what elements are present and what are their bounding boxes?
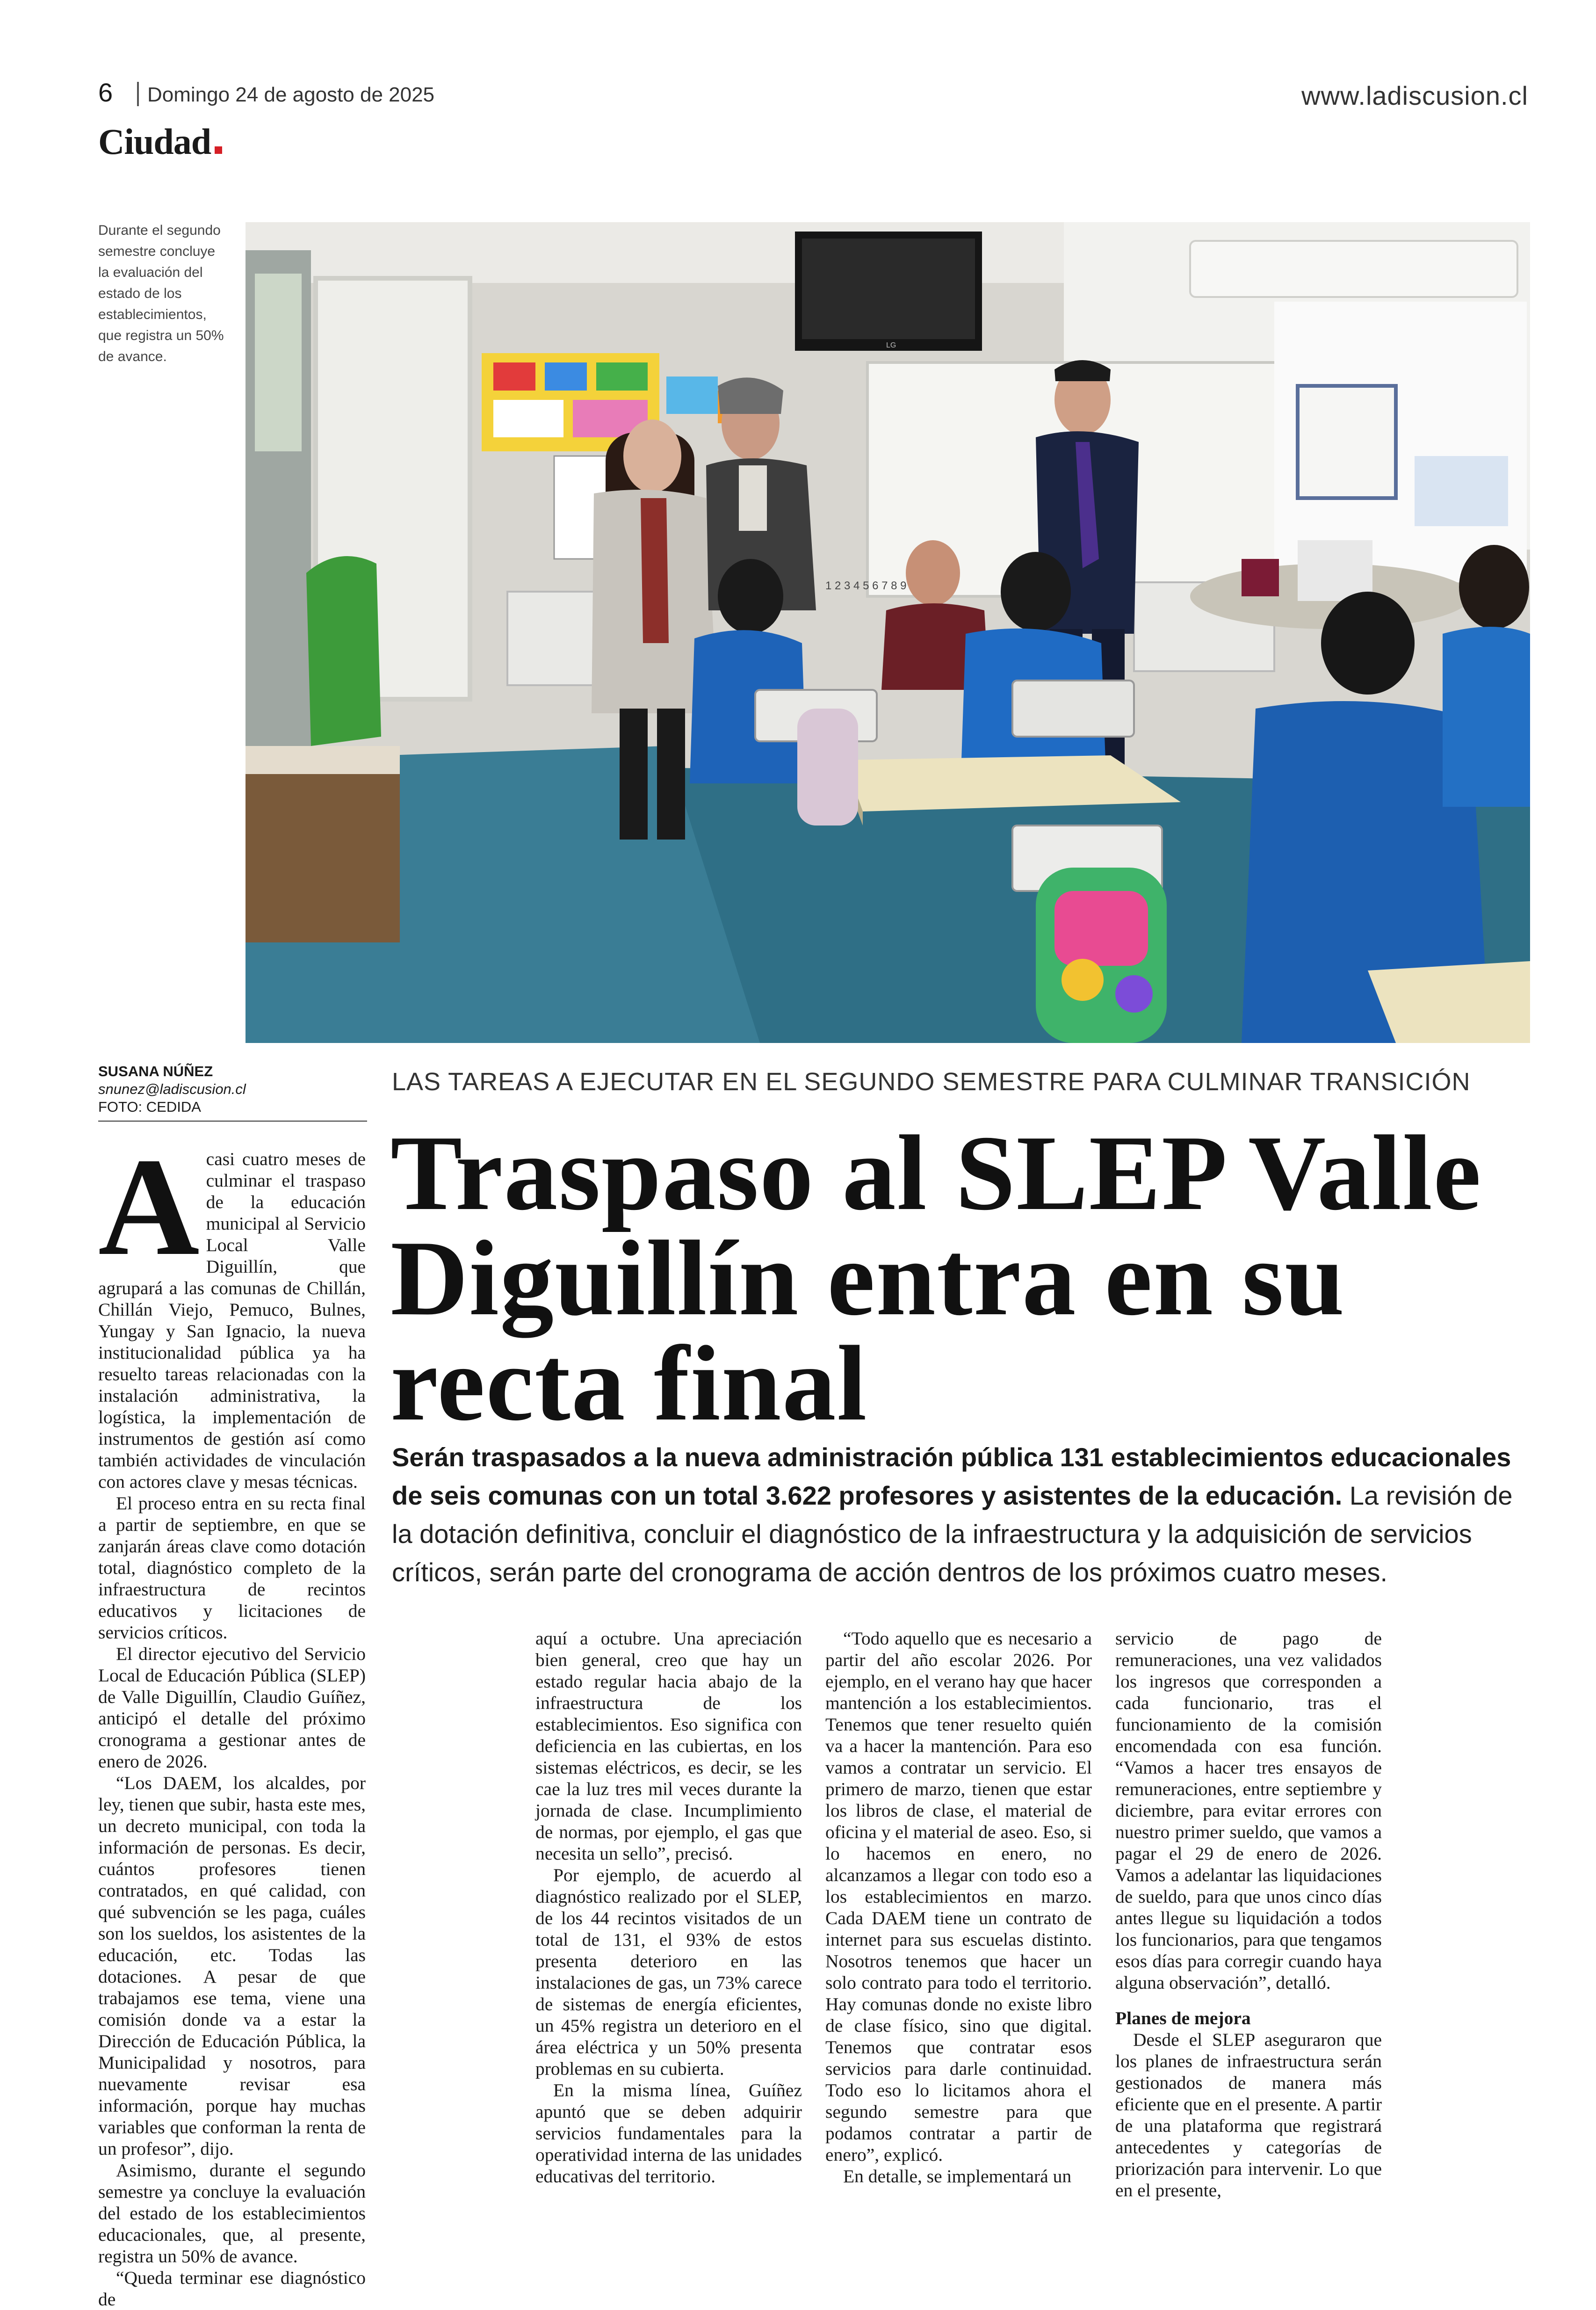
col1-p4: “Los DAEM, los alcaldes, por ley, tienen que subir, hasta este mes, un decreto municipal, con toda la información de personas. Es decir, cuántos profesores tienen contratados, en qué calidad, con qué subvención se les paga, cuáles son los sueldos, los asistentes de la educación, etc. Todas las dotaciones. A pesar de que trabajamos ese tema, viene una comisión donde va a estar la Dirección de Educación Pública, la Municipalidad y nosotros, para nuevamente revisar esa información, porque hay muchas variables que conforman la renta de un profesor”, dijo.	[98, 1773, 366, 2159]
byline	[98, 1063, 369, 1116]
col2-p3: En la misma línea, Guíñez apuntó que se deben adquirir servicios fundamentales para la operatividad interna de las unidades educativas del territorio.	[535, 2080, 802, 2187]
tv-brand-label: LG	[886, 341, 896, 349]
photo-number-strip: 1 2 3 4 5 6 7 8 9	[825, 579, 907, 592]
col3-p1: “Todo aquello que es necesario a partir del año escolar 2026. Por ejemplo, en el verano hay que hacer mantención a los establecimientos. Tenemos que tener resuelto quién va a hacer la mantención. Para eso vamos a contratar un servicio. El primero de marzo, tienen que estar los libros de clase, el material de oficina y el material de aseo. Eso, si lo hacemos en enero, no alcanzamos a llegar con todo eso a los establecimientos en marzo. Cada DAEM tiene un contrato de internet para sus escuelas distinto. Nosotros tenemos que hacer un solo contrato para todo el territorio. Hay comunas donde no existe libro de clase físico, sino que digital. Tenemos que contratar esos servicios para darle continuidad. Todo eso lo licitamos ahora el segundo semestre para que podamos contratar a partir de enero”, explicó.	[825, 1628, 1092, 2165]
body-column-2	[535, 1628, 802, 2187]
col2-p2: Por ejemplo, de acuerdo al diagnóstico realizado por el SLEP, de los 44 recintos visitados de un total de 131, el 93% de estos presenta deterioro en las instalaciones de gas, un 73% carece de sistemas de energía eficientes, un 45% registra un deterioro en el área eléctrica y un 50% presenta problemas en su cubierta.	[535, 1865, 802, 2079]
body-column-1	[98, 1129, 366, 2310]
issue-date: Domingo 24 de agosto de 2025	[147, 83, 435, 106]
section-dot-icon	[215, 146, 222, 154]
col1-p6: “Queda terminar ese diagnóstico de	[98, 2267, 366, 2310]
col1-p3: El director ejecutivo del Servicio Local de Educación Pública (SLEP) de Valle Diguillín, Claudio Guíñez, anticipó el detalle del próximo cronograma a gestionar antes de enero de 2026.	[98, 1644, 366, 1772]
section-title	[98, 121, 222, 163]
col1-p2: El proceso entra en su recta final a partir de septiembre, en que se zanjarán áreas clave como dotación total, diagnóstico completo de la infraestructura de recintos educativos y licitaciones de servicios críticos.	[98, 1493, 366, 1643]
lead-regular: La revisión de la dotación definitiva, concluir el diagnóstico de la infraestructura y la adquisición de servicios críticos, serán parte del cronograma de acción dentros de los próximos cuatro meses.	[392, 1481, 1513, 1587]
drop-cap: A	[98, 1129, 200, 1284]
author-name: SUSANA NÚÑEZ	[98, 1063, 213, 1079]
col1-p5: Asimismo, durante el segundo semestre ya concluye la evaluación del estado de los establecimientos educacionales, que, al presente, registra un 50% de avance.	[98, 2160, 366, 2267]
classroom-photo	[246, 222, 1530, 1043]
kicker: LAS TAREAS A EJECUTAR EN EL SEGUNDO SEMESTRE PARA CULMINAR TRANSICIÓN	[392, 1068, 1471, 1096]
col4-p2: Desde el SLEP aseguraron que los planes de infraestructura serán gestionados de manera más eficiente que en el presente. A partir de una plataforma que registrará antecedentes y categorías de priorización para intervenir. Lo que en el presente,	[1115, 2029, 1382, 2201]
col3-p2: En detalle, se implementará un	[843, 2166, 1072, 2187]
body-column-4	[1115, 1628, 1382, 2201]
byline-rule	[98, 1121, 367, 1122]
author-email[interactable]: snunez@ladiscusion.cl	[98, 1081, 246, 1097]
section-label: Ciudad	[98, 121, 211, 162]
page-number: 6	[98, 78, 113, 107]
lead-paragraph	[392, 1438, 1514, 1592]
col4-p1: servicio de pago de remuneraciones, una vez validados los ingresos que corresponden a cada funcionario, tras el funcionamiento de la comisión encomendada con esa función. “Vamos a hacer tres ensayos de remuneraciones, entre septiembre y diciembre, para evitar errores con nuestro primer sueldo, que vamos a pagar el 29 de enero de 2026. Vamos a adelantar las liquidaciones de sueldo, para que unos cinco días antes llegue su liquidación a todos los funcionarios, para que tengamos esos días para corregir cuando haya alguna observación”, detalló.	[1115, 1628, 1382, 1993]
photo-credit: FOTO: CEDIDA	[98, 1099, 201, 1115]
header-divider	[137, 82, 139, 106]
lead-bold: Serán traspasados a la nueva administración pública 131 establecimientos educacionales de seis comunas con un total 3.622 profesores y asistentes de la educación.	[392, 1442, 1511, 1510]
headline: Traspaso al SLEP Valle Diguillín entra en su recta final	[390, 1113, 1482, 1443]
photo-caption: Durante el segundo semestre concluye la evaluación del estado de los establecimientos, que registra un 50% de avance.	[98, 223, 224, 364]
body-column-3	[825, 1628, 1092, 2187]
site-url[interactable]: www.ladiscusion.cl	[1301, 81, 1528, 110]
subheading: Planes de mejora	[1115, 2008, 1251, 2028]
col2-p1: aquí a octubre. Una apreciación bien general, creo que hay un estado regular hacia abajo de la infraestructura de los establecimientos. Eso significa con deficiencia en las cubiertas, en los sistemas eléctricos, es decir, se les cae la luz tres mil veces durante la jornada de clase. Incumplimiento de normas, por ejemplo, el gas que necesita un sello”, precisó.	[535, 1628, 802, 1864]
col1-p1: casi cuatro meses de culminar el traspaso de la educación municipal al Servicio Local Valle Diguillín, que agrupará a las comunas de Chillán, Chillán Viejo, Pemuco, Bulnes, Yungay y San Ignacio, la nueva institucionalidad pública ya ha resuelto tareas relacionadas con la instalación administrativa, la logística, la implementación de instrumentos de gestión así como también actividades de vinculación con actores clave y mesas técnicas.	[98, 1149, 366, 1492]
